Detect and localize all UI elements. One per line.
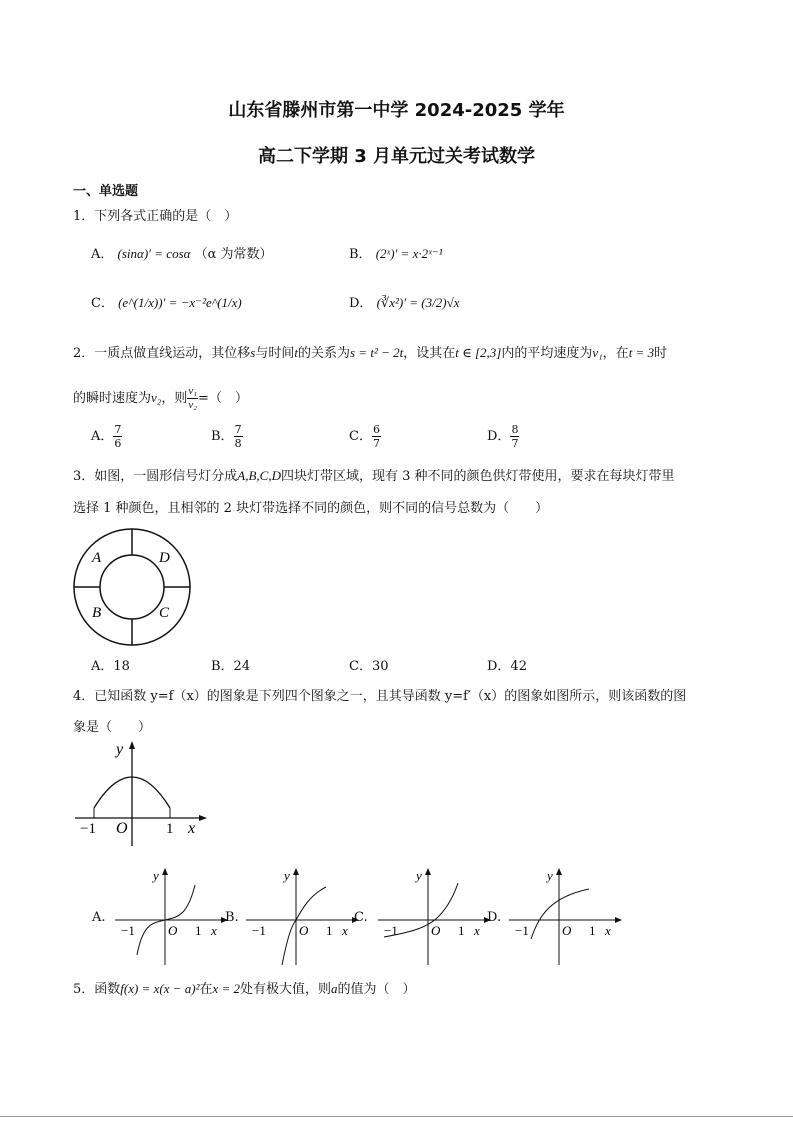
q2-option-b[interactable]: B． $\frac{7}{8}$ (211, 423, 242, 450)
q4-option-c-label[interactable]: C. (354, 910, 368, 925)
q2-stem-line1: 2．一质点做直线运动，其位移s与时间t的关系为s = t² − 2t，设其在t ∈ [2,3]内的平均速度为v₁，在t = 3时 (73, 345, 668, 361)
svg-text:−1: −1 (515, 923, 529, 938)
q4-option-c-graph[interactable] (376, 865, 494, 967)
svg-text:O: O (168, 923, 178, 938)
q2-option-d[interactable]: D． $\frac{8}{7}$ (487, 423, 519, 450)
q1-option-a[interactable] (91, 243, 273, 262)
q4-stem-line2: 象是（ ） (73, 720, 152, 735)
q1-c-expr: (e^(1/x))′ = −x⁻²e^(1/x) (118, 295, 242, 310)
svg-text:O: O (116, 820, 128, 837)
q2-option-c[interactable]: C． $\frac{6}{7}$ (349, 423, 380, 450)
svg-text:O: O (562, 923, 572, 938)
q1-option-b[interactable] (349, 243, 443, 262)
svg-text:y: y (116, 741, 124, 758)
q3-option-c[interactable]: C．30 (349, 659, 389, 674)
svg-text:y: y (416, 868, 422, 883)
q1-option-c[interactable] (91, 292, 242, 311)
region-a-label: A (92, 550, 102, 566)
q2-fraction: $\frac{\text{v₁}}{\text{v₂}}$ (188, 385, 198, 411)
q4-option-a-label[interactable]: A. (92, 910, 106, 925)
svg-text:1: 1 (458, 923, 465, 938)
q3-stem-line1: 3．如图，一圆形信号灯分成A,B,C,D四块灯带区域，现有 3 种不同的颜色供灯带使用，要求在每块灯带里 (73, 468, 675, 484)
svg-text:1: 1 (326, 923, 333, 938)
svg-text:−1: −1 (252, 923, 266, 938)
q4-option-b-graph[interactable] (244, 865, 362, 967)
q1-a-expr: (sinα)′ = cosα (117, 246, 191, 261)
q1-c-label: C． (91, 296, 114, 311)
q4-option-d-label[interactable]: D. (487, 910, 502, 925)
q2-option-a[interactable]: A． $\frac{7}{6}$ (91, 423, 122, 450)
svg-text:x: x (211, 923, 217, 938)
region-b-label: B (92, 605, 102, 621)
q4-derivative-graph (70, 738, 210, 850)
q1-a-note: （α 为常数） (194, 247, 273, 262)
q1-d-expr: (∛x²)′ = (3/2)√x (376, 295, 460, 310)
svg-text:−1: −1 (384, 923, 398, 938)
q1-a-label: A． (91, 247, 114, 262)
region-d-label: D (159, 550, 170, 566)
svg-text:1: 1 (195, 923, 202, 938)
page-bottom-rule (0, 1116, 793, 1117)
q3-option-d[interactable]: D．42 (487, 659, 527, 674)
q4-option-b-label[interactable]: B. (225, 910, 239, 925)
q3-option-a[interactable]: A．18 (91, 659, 130, 674)
page-subtitle: 高二下学期 3 月单元过关考试数学 (257, 146, 536, 167)
svg-text:y: y (547, 868, 553, 883)
q2-stem-line2: 的瞬时速度为v₂，则 $\frac{\text{v₁}}{\text{v₂}}$ =（ ） (73, 385, 248, 411)
svg-text:y: y (284, 868, 290, 883)
svg-text:x: x (605, 923, 611, 938)
q3-ring-diagram (70, 525, 196, 649)
q4-option-a-graph[interactable] (113, 865, 231, 967)
q1-stem: 1．下列各式正确的是（ ） (73, 209, 238, 224)
q1-b-expr: (2ˣ)′ = x·2ˣ⁻¹ (375, 246, 443, 261)
q3-stem-line2: 选择 1 种颜色，且相邻的 2 块灯带选择不同的颜色，则不同的信号总数为（ ） (73, 501, 549, 516)
svg-text:y: y (153, 868, 159, 883)
svg-text:−1: −1 (80, 821, 96, 837)
svg-text:1: 1 (589, 923, 596, 938)
q3-option-b[interactable]: B．24 (211, 659, 251, 674)
svg-text:1: 1 (166, 821, 174, 837)
q5-stem: 5．函数f(x) = x(x − a)²在x = 2处有极大值，则a的值为（ ） (73, 981, 416, 997)
region-c-label: C (159, 605, 170, 621)
page-title: 山东省滕州市第一中学 2024-2025 学年 (228, 100, 565, 121)
q4-option-d-graph[interactable] (507, 865, 625, 967)
q4-stem-line1: 4．已知函数 y=f（x）的图象是下列四个图象之一，且其导函数 y=f′（x）的图象如图所示，则该函数的图 (73, 689, 687, 704)
svg-text:−1: −1 (121, 923, 135, 938)
svg-text:O: O (299, 923, 309, 938)
svg-text:x: x (188, 820, 196, 837)
q1-option-d[interactable] (349, 292, 459, 311)
section-heading: 一、单选题 (73, 184, 139, 199)
q1-b-label: B． (349, 247, 372, 262)
svg-text:O: O (431, 923, 441, 938)
q1-d-label: D． (349, 296, 373, 311)
svg-text:x: x (342, 923, 348, 938)
svg-text:x: x (474, 923, 480, 938)
